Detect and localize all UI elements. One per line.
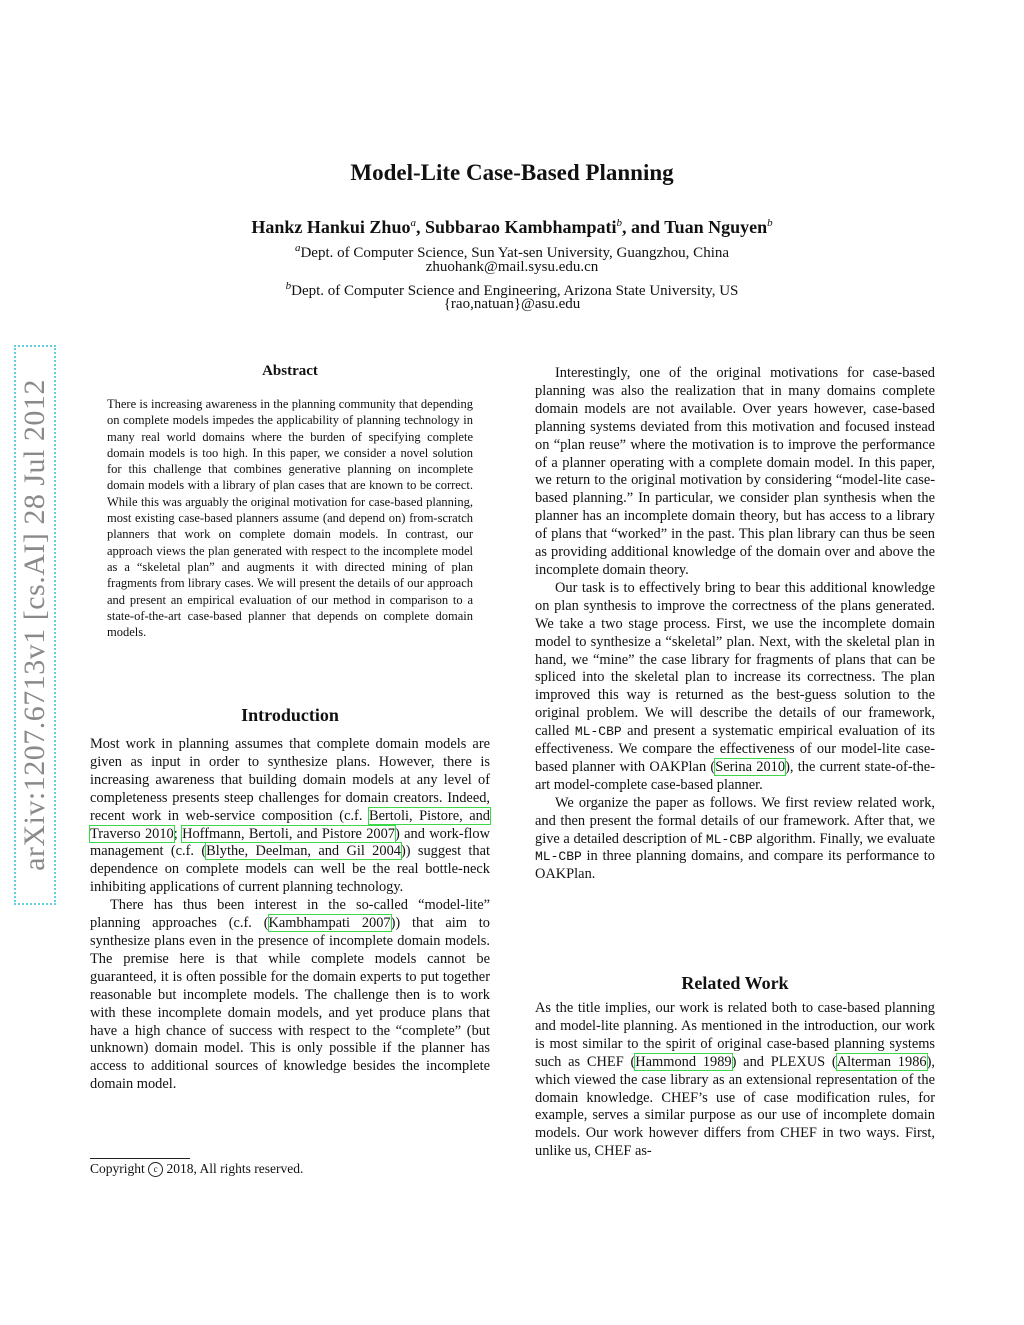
paper-title: Model-Lite Case-Based Planning xyxy=(350,160,674,185)
code-ml-cbp: ML-CBP xyxy=(574,724,622,740)
citation-bertoli-2010[interactable]: Bertoli, Pistore, and Traverso 2010 xyxy=(90,807,490,842)
related-p1-text-b: ) and PLEXUS ( xyxy=(731,1053,837,1070)
copyright-suffix: 2018, All rights reserved. xyxy=(163,1161,304,1176)
right-p2-text-a: Our task is to effectively bring to bear this additional knowledge on plan synthesis to improve the correctness of the plans generated. We take a two stage process. First, we use the incomplete domain model to synthesize a “skeletal” plan. Next, with the skeletal plan in hand, we “mine” the case library for fragments of plans that can be spliced into the skeletal plan to increase its correctness. The plan improved this way is returned as the best-guess solution to the original problem. We will describe the details of our framework, called xyxy=(535,579,935,740)
copyright-footnote xyxy=(90,1161,303,1177)
right-p2-text-b: and present a systematic empirical evaluation of its effectiveness. We compare the effectiveness of our model-lite case-based planner with OAKPlan ( xyxy=(535,723,936,775)
citation-hoffmann-2007[interactable]: Hoffmann, Bertoli, and Pistore 2007 xyxy=(182,825,396,842)
arxiv-stamp xyxy=(14,345,56,905)
right-p3-text-a: We organize the paper as follows. We first review related work, and then present the formal details of our framework. After that, we give a detailed description of xyxy=(535,794,935,847)
author-3: Tuan Nguyen xyxy=(664,217,768,237)
right-paragraph-2 xyxy=(535,580,935,795)
citation-blythe-2004[interactable]: Blythe, Deelman, and Gil 2004 xyxy=(206,843,401,860)
related-work-heading: Related Work xyxy=(681,973,789,993)
intro-p1-text-b: ; xyxy=(173,825,183,842)
intro-paragraph-2 xyxy=(90,897,490,1094)
citation-hammond-1989[interactable]: Hammond 1989 xyxy=(635,1053,732,1070)
right-paragraph-3 xyxy=(535,795,935,885)
related-paragraph-1 xyxy=(535,1000,935,1161)
related-p1-text-a: As the title implies, our work is related both to case-based planning and model-lite planning. As mentioned in the introduction, our work is most similar to the spirit of original case-based planning systems such as CHEF ( xyxy=(535,1000,935,1070)
affiliation-b-text: Dept. of Computer Science and Engineering, Arizona State University, US xyxy=(291,283,739,299)
author-separator-2: , and xyxy=(622,217,665,237)
footnote-rule xyxy=(90,1158,190,1159)
intro-p1-text-d: )) suggest that dependence on complete models can well be the real bottle-neck inhibiting applications of current planning technology. xyxy=(90,843,490,896)
intro-paragraph-1 xyxy=(90,736,490,897)
copyright-icon: c xyxy=(148,1162,163,1177)
code-ml-cbp-3: ML-CBP xyxy=(535,849,582,865)
author-3-affiliation-mark: b xyxy=(767,217,773,229)
introduction-body xyxy=(90,736,490,1094)
right-p3-text-b: algorithm. Finally, we evaluate xyxy=(752,830,935,847)
affiliation-a-text: Dept. of Computer Science, Sun Yat-sen University, Guangzhou, China xyxy=(300,245,730,261)
related-p1-text-c: ), which viewed the case library as an extensional representation of the domain knowledge. CHEF’s use of case modification rules, for example, serves a similar purpose as our use of incomplete domain models. Our work however differs from CHEF in two ways. First, unlike us, CHEF as- xyxy=(535,1053,935,1160)
right-p3-text-c: in three planning domains, and compare its performance to OAKPlan. xyxy=(535,848,935,883)
related-work-body xyxy=(535,1000,935,1161)
author-1-affiliation-mark: a xyxy=(410,217,416,229)
copyright-prefix: Copyright xyxy=(90,1161,149,1176)
citation-serina-2010[interactable]: Serina 2010 xyxy=(715,758,786,775)
author-line xyxy=(0,217,1024,238)
author-2: Subbarao Kambhampati xyxy=(424,217,617,237)
right-p2-text-c: ), the current state-of-the-art model-complete case-based planner. xyxy=(535,758,935,793)
intro-p2-text-a: There has thus been interest in the so-called “model-lite” planning approaches (c.f. ( xyxy=(90,897,490,932)
arxiv-id: arXiv:1207.6713v1 [cs.AI] 28 Jul 2012 xyxy=(18,379,51,871)
email-b: {rao,natuan}@asu.edu xyxy=(443,296,581,312)
abstract-body: There is increasing awareness in the planning community that depending on complete models impedes the applicability of planning technology in many real world domains where the burden of specifying complete domain models is too high. In this paper, we consider a novel solution for this challenge that combines generative planning on incomplete domain models with a library of plan cases that are known to be correct. While this was arguably the original motivation for case-based planning, most existing case-based planners assume (and depend on) from-scratch planners that work on complete domain models. In contrast, our approach views the plan generated with respect to the incomplete model as a “skeletal plan” and augments it with directed mining of plan fragments from library cases. We will present the details of our approach and present an empirical evaluation of our method in comparison to a state-of-the-art case-based planner that depends on complete domain models. xyxy=(107,397,473,640)
citation-alterman-1986[interactable]: Alterman 1986 xyxy=(836,1053,927,1070)
intro-p1-text-c: ) and work-flow management (c.f. ( xyxy=(90,825,490,860)
author-1: Hankz Hankui Zhuo xyxy=(251,217,411,237)
code-ml-cbp-2: ML-CBP xyxy=(705,831,753,847)
email-a: zhuohank@mail.sysu.edu.cn xyxy=(425,259,599,275)
introduction-heading: Introduction xyxy=(241,705,339,725)
right-paragraph-1: Interestingly, one of the original motivations for case-based planning was also the realization that in many domains complete domain models are not available. Over years however, case-based planning systems deviated from this motivation and focused instead on “plan reuse” where the motivation is to improve the performance of a planner operating with a complete domain model. In this paper, we return to the original motivation by considering “model-lite case-based planning.” In particular, we consider plan synthesis when the planner has an incomplete domain theory, but has access to a library of plans that “worked” in the past. This plan library can thus be seen as providing additional knowledge of the domain over and above the incomplete domain theory. xyxy=(535,365,935,578)
author-separator-1: , xyxy=(415,217,425,237)
abstract-heading: Abstract xyxy=(262,363,318,379)
affiliation-a-mark: a xyxy=(294,242,301,254)
author-2-affiliation-mark: b xyxy=(616,217,623,229)
affiliation-b-mark: b xyxy=(285,280,292,292)
intro-p2-text-b: )) that aim to synthesize plans even in the presence of incomplete domain models. The premise here is that while complete models cannot be guaranteed, it is often possible for the domain experts to put together reasonable but incomplete models. The challenge then is to work with these incomplete domain models, and yet produce plans that have a high chance of success with respect to the “complete” (but unknown) domain model. This is only possible if the planner has access to additional sources of knowledge besides the incomplete domain model. xyxy=(90,915,491,1093)
right-column-body xyxy=(535,365,935,884)
intro-p1-text-a: Most work in planning assumes that complete domain models are given as input in order to synthesize plans. However, there is increasing awareness that building domain models at any level of completeness presents steep challenges for domain creators. Indeed, recent work in web-service composition (c.f. xyxy=(90,736,490,824)
citation-kambhampati-2007[interactable]: Kambhampati 2007 xyxy=(268,915,391,932)
